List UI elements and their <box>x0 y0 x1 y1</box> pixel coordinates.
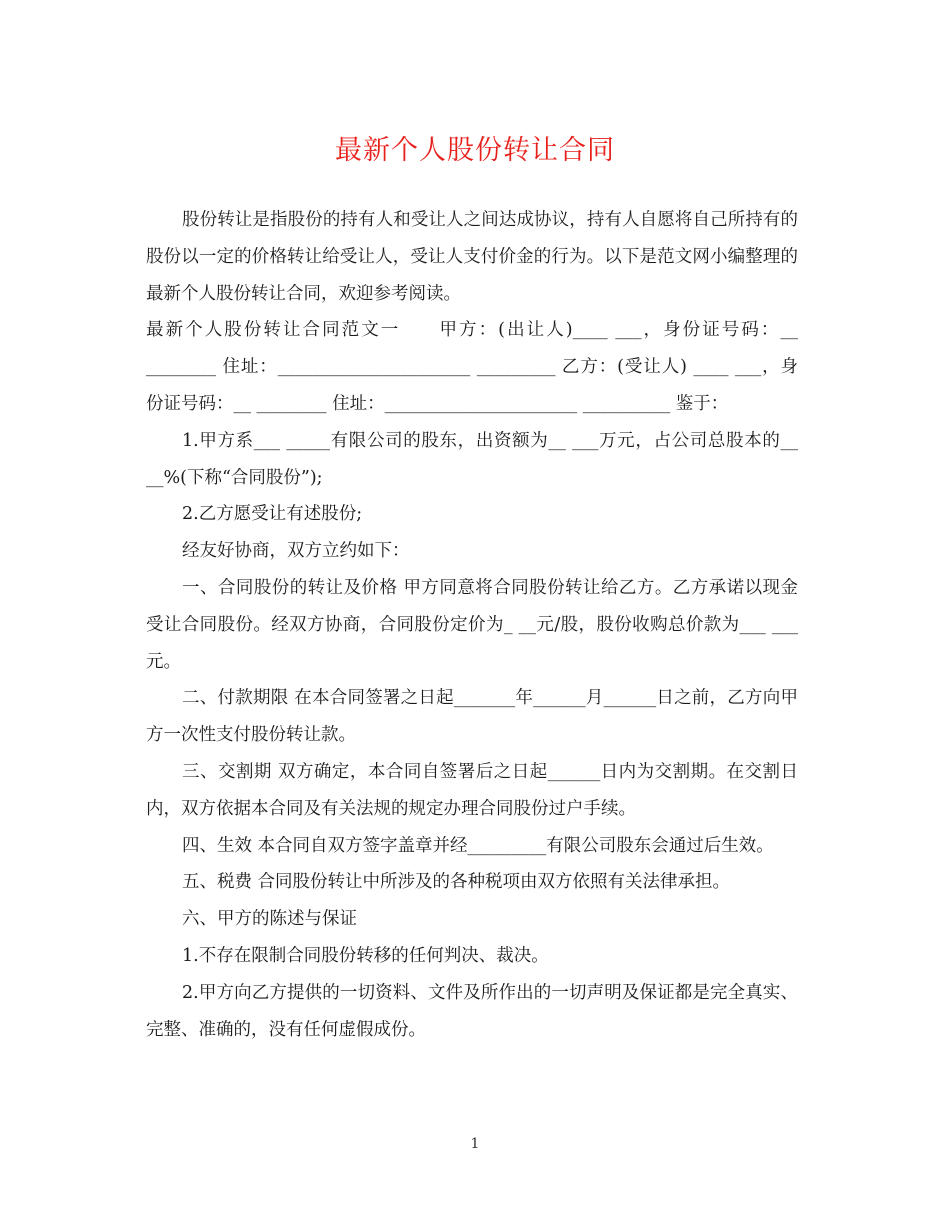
paragraph: 四、生效 本合同自双方签字盖章并经_________有限公司股东会通过后生效。 <box>182 835 774 856</box>
paragraph: 六、甲方的陈述与保证 <box>182 909 357 930</box>
paragraph: 经友好协商，双方立约如下： <box>182 541 410 562</box>
paragraph: 2.甲方向乙方提供的一切资料、文件及所作出的一切声明及保证都是完全真实、完整、准确的，没有任何虚假成份。 <box>146 982 798 1040</box>
paragraph: 一、合同股份的转让及价格 甲方同意将合同股份转让给乙方。乙方承诺以现金受让合同股份。经双方协商，合同股份定价为_ __元/股，股份收购总价款为___ ___元。 <box>146 577 798 672</box>
document-body <box>146 202 798 1048</box>
paragraph: 二、付款期限 在本合同签署之日起_______年______月______日之前，乙方向甲方一次性支付股份转让款。 <box>146 688 798 746</box>
paragraph: 2.乙方愿受让有述股份; <box>182 504 363 525</box>
document-title: 最新个人股份转让合同 <box>335 135 615 166</box>
paragraph: 1.不存在限制合同股份转移的任何判决、裁决。 <box>182 945 549 966</box>
paragraph: 三、交割期 双方确定，本合同自签署后之日起______日内为交割期。在交割日内，双方依据本合同及有关法规的规定办理合同股份过户手续。 <box>146 761 798 819</box>
paragraph: 1.甲方系___ _____有限公司的股东，出资额为__ ___万元，占公司总股本的__ __%(下称“合同股份”); <box>146 430 798 488</box>
paragraph: 股份转让是指股份的持有人和受让人之间达成协议，持有人自愿将自己所持有的股份以一定的价格转让给受让人，受让人支付价金的行为。以下是范文网小编整理的最新个人股份转让合同，欢迎参考阅读。 <box>146 210 798 304</box>
paragraph: 最新个人股份转让合同范文一 甲方：(出让人)____ ___，身份证号码：__ ________ 住址：______________________ _________ 乙方：(受让人) ____ ___，身份证号码：__ ________ 住址：______________________ __________ 鉴于： <box>146 320 798 414</box>
page-number: 1 <box>470 1136 480 1152</box>
paragraph: 五、税费 合同股份转让中所涉及的各种税项由双方依照有关法律承担。 <box>182 872 731 893</box>
